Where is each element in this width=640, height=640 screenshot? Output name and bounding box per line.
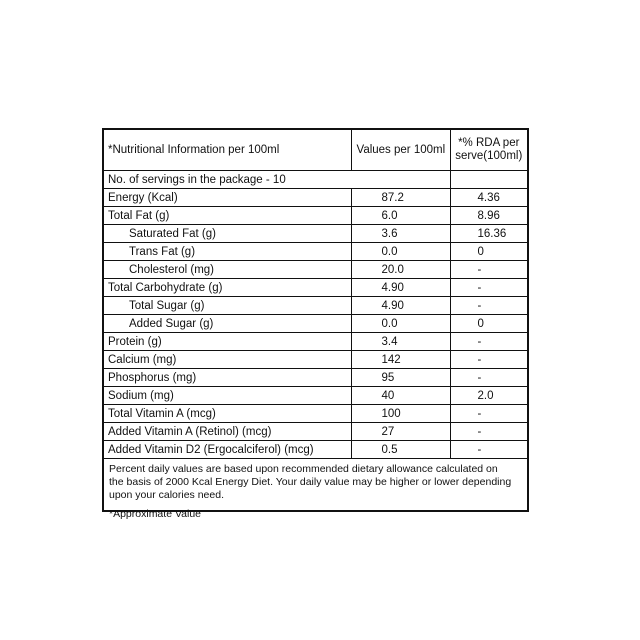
nutrient-name: Calcium (mg) <box>104 351 351 369</box>
header-value: Values per 100ml <box>351 130 450 171</box>
nutrient-row <box>104 279 527 297</box>
nutrient-rda: - <box>450 369 527 387</box>
nutrient-value: 142 <box>351 351 450 369</box>
nutrition-table <box>104 130 527 459</box>
nutrient-rda: - <box>450 333 527 351</box>
nutrient-row <box>104 369 527 387</box>
nutrient-row <box>104 405 527 423</box>
nutrient-rda: 2.0 <box>450 387 527 405</box>
nutrient-name: Added Vitamin D2 (Ergocalciferol) (mcg) <box>104 441 351 459</box>
nutrient-name: Saturated Fat (g) <box>104 225 351 243</box>
nutrient-value: 87.2 <box>351 189 450 207</box>
nutrient-value: 6.0 <box>351 207 450 225</box>
nutrient-rda: 0 <box>450 243 527 261</box>
nutrient-row <box>104 315 527 333</box>
nutrient-name: Total Carbohydrate (g) <box>104 279 351 297</box>
header-rda: *% RDA per serve(100ml) <box>450 130 527 171</box>
nutrient-value: 20.0 <box>351 261 450 279</box>
nutrient-value: 40 <box>351 387 450 405</box>
nutrient-row <box>104 261 527 279</box>
nutrient-rda: - <box>450 261 527 279</box>
nutrient-value: 4.90 <box>351 297 450 315</box>
nutrient-name: Added Vitamin A (Retinol) (mcg) <box>104 423 351 441</box>
servings-text: No. of servings in the package - 10 <box>104 171 450 189</box>
nutrient-value: 3.6 <box>351 225 450 243</box>
nutrient-value: 3.4 <box>351 333 450 351</box>
nutrient-rda: - <box>450 423 527 441</box>
nutrient-name: Trans Fat (g) <box>104 243 351 261</box>
nutrient-value: 0.0 <box>351 243 450 261</box>
nutrient-name: Energy (Kcal) <box>104 189 351 207</box>
nutrient-rda: - <box>450 351 527 369</box>
nutrition-facts-panel <box>102 128 529 520</box>
nutrient-name: Protein (g) <box>104 333 351 351</box>
header-nutrient: *Nutritional Information per 100ml <box>104 130 351 171</box>
nutrient-row <box>104 225 527 243</box>
nutrient-row <box>104 423 527 441</box>
nutrient-name: Cholesterol (mg) <box>104 261 351 279</box>
nutrient-rda: - <box>450 297 527 315</box>
nutrient-row <box>104 387 527 405</box>
nutrient-row <box>104 207 527 225</box>
nutrient-value: 95 <box>351 369 450 387</box>
nutrient-row <box>104 333 527 351</box>
nutrient-rda: - <box>450 441 527 459</box>
nutrient-rda: - <box>450 405 527 423</box>
approx-note: *Approximate Value <box>109 508 202 520</box>
nutrient-rda: 0 <box>450 315 527 333</box>
nutrient-rda: 4.36 <box>450 189 527 207</box>
footer-line-2: the basis of 2000 Kcal Energy Diet. Your daily value may be higher or lower depending <box>109 476 512 488</box>
servings-row <box>104 171 527 189</box>
nutrient-name: Sodium (mg) <box>104 387 351 405</box>
nutrient-row <box>104 243 527 261</box>
nutrient-value: 27 <box>351 423 450 441</box>
nutrient-rda: 8.96 <box>450 207 527 225</box>
nutrient-value: 4.90 <box>351 279 450 297</box>
nutrient-name: Total Fat (g) <box>104 207 351 225</box>
nutrient-name: Total Vitamin A (mcg) <box>104 405 351 423</box>
servings-empty <box>450 171 527 189</box>
nutrient-row <box>104 441 527 459</box>
nutrient-name: Phosphorus (mg) <box>104 369 351 387</box>
nutrient-value: 0.5 <box>351 441 450 459</box>
nutrient-name: Added Sugar (g) <box>104 315 351 333</box>
nutrient-rda: 16.36 <box>450 225 527 243</box>
nutrient-value: 100 <box>351 405 450 423</box>
footer-line-1: Percent daily values are based upon recommended dietary allowance calculated on <box>109 463 498 475</box>
header-row <box>104 130 527 171</box>
nutrient-value: 0.0 <box>351 315 450 333</box>
nutrient-row <box>104 297 527 315</box>
nutrient-name: Total Sugar (g) <box>104 297 351 315</box>
footer-line-3: upon your calories need. <box>109 489 224 501</box>
nutrient-row <box>104 351 527 369</box>
nutrient-row <box>104 189 527 207</box>
nutrient-rda: - <box>450 279 527 297</box>
footer-note <box>104 459 527 521</box>
